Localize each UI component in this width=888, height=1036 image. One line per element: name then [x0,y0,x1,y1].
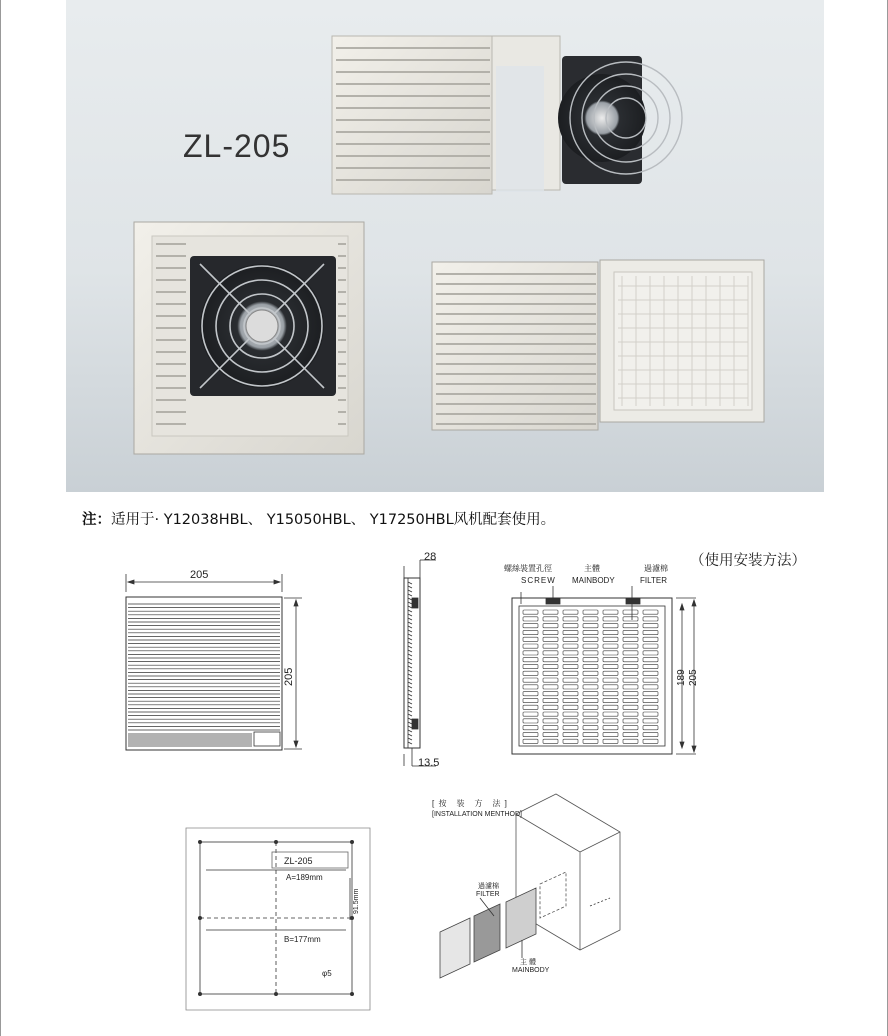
front-width-dim: 205 [190,569,209,581]
cutout-model: ZL-205 [284,856,313,866]
side-drawing [404,560,436,766]
label-screw-cn: 螺絲裝置孔徑 [504,564,552,573]
label-body-en: MAINBODY [572,576,615,585]
opened-view-photo [432,260,764,430]
product-photo-panel [66,0,824,492]
cutout-hole: φ5 [322,969,332,978]
install-title-cn: [ 按 装 方 法 ] [432,799,508,808]
cutout-a-dim: A=189mm [286,873,323,882]
cutout-b-dim: B=177mm [284,935,321,944]
note-label: 注： [82,512,111,528]
note-text: 适用于· Y12038HBL、 Y15050HBL、 Y17250HBL风机配套使用。 [111,512,556,528]
compatibility-note [82,508,555,529]
back-inner-dim: 189 [676,669,687,686]
product-photos [66,0,824,492]
install-body-cn: 主 體 [520,959,536,966]
technical-drawings [0,540,888,1036]
cutout-side-dim: 91.5mm [353,888,360,914]
side-depth-bottom: 13.5 [418,757,440,769]
panel-cutout-drawing [186,828,370,1010]
front-height-dim: 205 [283,667,295,686]
side-depth-top: 28 [424,551,437,563]
front-view-photo [134,222,364,454]
label-body-cn: 主體 [584,564,600,573]
exploded-view-photo [332,36,682,194]
install-title-en: [INSTALLATION MENTHOD] [432,811,522,818]
front-drawing [126,574,302,750]
install-body-en: MAINBODY [512,967,550,974]
model-title: ZL-205 [183,128,291,164]
back-outer-dim: 205 [688,669,699,686]
label-screw-en: SCREW [521,576,556,585]
installation-drawing [440,794,620,978]
install-filter-cn: 過濾棉 [478,883,499,890]
usage-section-title: （使用安装方法） [690,553,806,569]
install-filter-en: FILTER [476,891,500,898]
back-drawing [512,586,696,754]
label-filter-en: FILTER [640,576,667,585]
label-filter-cn: 過濾棉 [644,564,668,573]
